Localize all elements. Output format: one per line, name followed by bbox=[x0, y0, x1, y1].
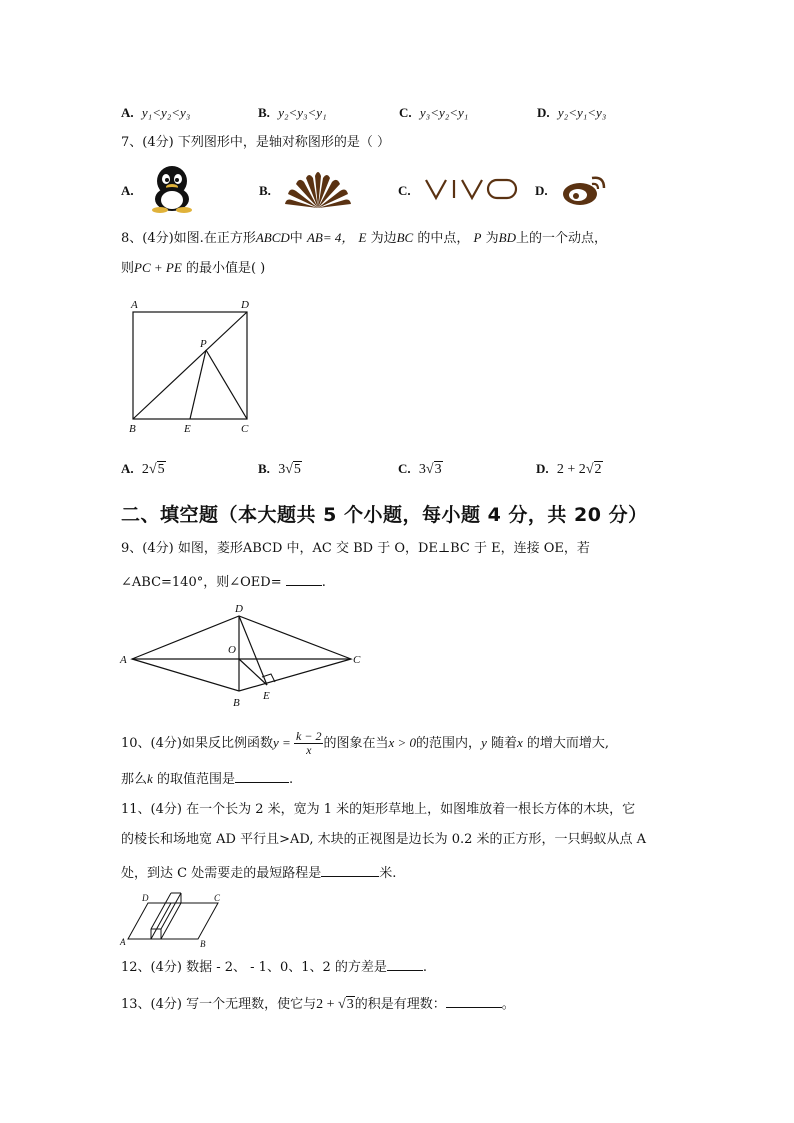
q6-option-b: B. y₂<y₃<y₁ bbox=[258, 105, 327, 120]
q7-letter-c: C. bbox=[398, 183, 411, 198]
q11-field-figure bbox=[118, 887, 228, 947]
weibo-logo-icon bbox=[560, 172, 610, 206]
q9-label-o: O bbox=[228, 644, 236, 656]
huawei-logo-icon bbox=[282, 166, 354, 210]
q8-label-c: C bbox=[241, 423, 249, 435]
q9-line1: 9、(4分) 如图，菱形ABCD 中，AC 交 BD 于 O，DE⊥BC 于 E，连接 OE，若 bbox=[121, 541, 590, 556]
q10-line2: 那么k 的取值范围是 . bbox=[121, 771, 294, 787]
vivo-logo-icon bbox=[424, 177, 520, 201]
q11-label-a: A bbox=[120, 937, 126, 947]
q8-line1: 8、(4分)如图.在正方形ABCD中 AB= 4， E 为边BC 的中点， P 为BD上的一个动点， bbox=[121, 230, 607, 246]
q8-option-b: B. 3√5 bbox=[258, 461, 301, 477]
q8-label-d: D bbox=[241, 299, 249, 311]
q9-label-c: C bbox=[353, 654, 361, 666]
q8-label-p: P bbox=[200, 338, 207, 350]
q7-letter-d: D. bbox=[535, 183, 548, 198]
q7-letter-a: A. bbox=[121, 183, 134, 198]
q9-rhombus-figure bbox=[115, 600, 375, 712]
q11-label-b: B bbox=[200, 939, 206, 947]
q8-label-e: E bbox=[184, 423, 191, 435]
q6-option-d: D. y₂<y₁<y₃ bbox=[537, 105, 607, 120]
q10-line1: 10、(4分)如果反比例函数y = $\frac{k - 2}{x}$ 的图象在当x > 0的范围内，y 随着x 的增大而增大, bbox=[121, 729, 610, 757]
q13-text: 13、(4分) 写一个无理数，使它与2 + √3的积是有理数： 。 bbox=[121, 997, 515, 1012]
q11-line3: 处，到达 C 处需要走的最短路程是 米. bbox=[121, 866, 397, 881]
q8-line2: 则PC + PE 的最小值是( ) bbox=[121, 260, 266, 276]
q7-stem: 7、(4分) 下列图形中，是轴对称图形的是（ ） bbox=[121, 135, 390, 150]
qq-penguin-icon bbox=[146, 163, 198, 215]
q11-label-d: D bbox=[142, 893, 149, 903]
q8-option-d: D. 2 + 2√2 bbox=[536, 461, 602, 477]
q12-text: 12、(4分) 数据 - 2、 - 1、0、1、2 的方差是 . bbox=[121, 960, 428, 975]
q9-label-e: E bbox=[263, 690, 270, 702]
q6-option-c: C. y₃<y₂<y₁ bbox=[399, 105, 469, 120]
q7-letter-b: B. bbox=[259, 183, 271, 198]
q9-label-d: D bbox=[235, 603, 243, 615]
q9-label-a: A bbox=[120, 654, 127, 666]
q8-label-a: A bbox=[131, 299, 138, 311]
q9-label-b: B bbox=[233, 697, 240, 709]
q6-option-a: A. y₁<y₂<y₃ bbox=[121, 105, 191, 120]
q11-line1: 11、(4分) 在一个长为 2 米，宽为 1 米的矩形草地上，如图堆放着一根长方体的木块，它 bbox=[121, 802, 636, 817]
q8-label-b: B bbox=[129, 423, 136, 435]
q11-line2: 的棱长和场地宽 AD 平行且>AD, 木块的正视图是边长为 0.2 米的正方形，一只蚂蚁从点 A bbox=[121, 832, 647, 847]
q9-line2: ∠ABC=140°，则∠OED= . bbox=[121, 575, 326, 590]
q11-label-c: C bbox=[214, 893, 221, 903]
q8-square-figure bbox=[120, 295, 260, 435]
q8-option-c: C. 3√3 bbox=[398, 461, 442, 477]
section-title-fill-blank: 二、填空题（本大题共 5 个小题，每小题 4 分，共 20 分） bbox=[121, 504, 648, 526]
q8-option-a: A. 2√5 bbox=[121, 461, 165, 477]
